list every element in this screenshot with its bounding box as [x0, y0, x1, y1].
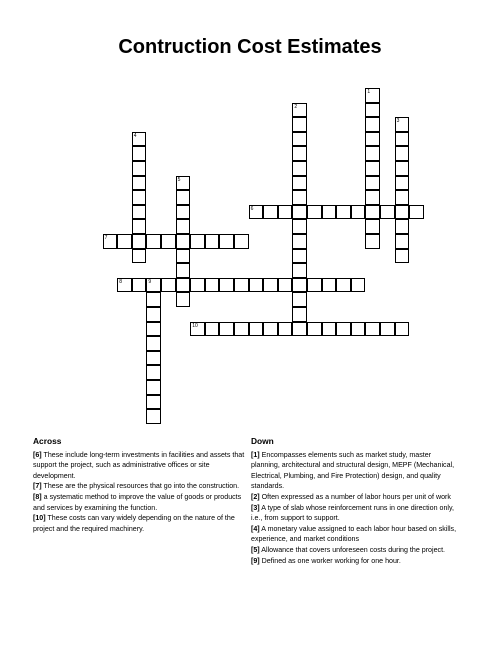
clue-number: [6] — [33, 450, 42, 459]
grid-cell[interactable] — [409, 205, 424, 220]
grid-cell[interactable] — [365, 161, 380, 176]
grid-cell[interactable] — [176, 190, 191, 205]
grid-cell[interactable] — [336, 205, 351, 220]
grid-cell[interactable] — [292, 249, 307, 264]
grid-cell[interactable] — [351, 205, 366, 220]
grid-cell[interactable] — [146, 278, 161, 293]
grid-cell[interactable] — [322, 205, 337, 220]
grid-cell[interactable] — [292, 234, 307, 249]
grid-cell[interactable] — [117, 278, 132, 293]
clue-number: [9] — [251, 556, 260, 565]
across-heading: Across — [33, 436, 62, 446]
clue-down-2 — [251, 492, 461, 503]
grid-cell[interactable] — [205, 278, 220, 293]
grid-cell[interactable] — [365, 132, 380, 147]
grid-cell[interactable] — [292, 103, 307, 118]
grid-cell[interactable] — [219, 234, 234, 249]
clue-text: A monetary value assigned to each labor hour based on skills, experience, and market conditions — [251, 524, 457, 544]
clue-text: Allowance that covers unforeseen costs during the project. — [261, 545, 446, 554]
grid-cell[interactable] — [176, 176, 191, 191]
grid-cell[interactable] — [205, 234, 220, 249]
grid-cell[interactable] — [307, 205, 322, 220]
grid-cell[interactable] — [292, 322, 307, 337]
clue-number-label: 10 — [192, 322, 198, 329]
down-heading: Down — [251, 436, 274, 446]
grid-cell[interactable] — [351, 322, 366, 337]
grid-cell[interactable] — [132, 161, 147, 176]
grid-cell[interactable] — [176, 219, 191, 234]
clue-number: [10] — [33, 514, 46, 523]
across-clues — [33, 436, 249, 534]
grid-cell[interactable] — [395, 322, 410, 337]
grid-cell[interactable] — [176, 278, 191, 293]
clue-number-label: 8 — [119, 278, 122, 285]
grid-cell[interactable] — [132, 249, 147, 264]
clue-number: [8] — [33, 492, 42, 501]
grid-cell[interactable] — [395, 219, 410, 234]
grid-cell[interactable] — [146, 351, 161, 366]
grid-cell[interactable] — [161, 278, 176, 293]
grid-cell[interactable] — [395, 117, 410, 132]
grid-cell[interactable] — [395, 146, 410, 161]
grid-cell[interactable] — [395, 205, 410, 220]
grid-cell[interactable] — [249, 278, 264, 293]
grid-cell[interactable] — [234, 322, 249, 337]
grid-cell[interactable] — [263, 322, 278, 337]
grid-cell[interactable] — [395, 249, 410, 264]
grid-cell[interactable] — [365, 103, 380, 118]
grid-cell[interactable] — [103, 234, 118, 249]
grid-cell[interactable] — [395, 234, 410, 249]
grid-cell[interactable] — [278, 205, 293, 220]
grid-cell[interactable] — [292, 146, 307, 161]
clue-number-label: 7 — [104, 235, 108, 241]
grid-cell[interactable] — [132, 176, 147, 191]
grid-cell[interactable] — [161, 234, 176, 249]
clue-number: [5] — [251, 545, 260, 554]
grid-cell[interactable] — [322, 278, 337, 293]
clue-across-7 — [33, 481, 249, 492]
grid-cell[interactable] — [146, 409, 161, 424]
clue-text: These include long-term investments in facilities and assets that support the project, such as administrative offices or site development. — [33, 450, 245, 480]
grid-cell[interactable] — [292, 176, 307, 191]
grid-cell[interactable] — [292, 292, 307, 307]
grid-cell[interactable] — [234, 278, 249, 293]
clue-down-3 — [251, 503, 461, 524]
grid-cell[interactable] — [365, 219, 380, 234]
grid-cell[interactable] — [380, 205, 395, 220]
grid-cell[interactable] — [176, 263, 191, 278]
grid-cell[interactable] — [146, 234, 161, 249]
grid-cell[interactable] — [146, 336, 161, 351]
grid-cell[interactable] — [205, 322, 220, 337]
grid-cell[interactable] — [365, 322, 380, 337]
clue-text: Defined as one worker working for one hour. — [261, 556, 401, 565]
clue-down-1 — [251, 450, 461, 492]
grid-cell[interactable] — [219, 278, 234, 293]
grid-cell[interactable] — [146, 365, 161, 380]
grid-cell[interactable] — [146, 380, 161, 395]
clue-number: [3] — [251, 503, 260, 512]
grid-cell[interactable] — [395, 132, 410, 147]
clue-number-label: 6 — [250, 205, 254, 212]
puzzle-title: Contruction Cost Estimates — [118, 36, 382, 58]
grid-cell[interactable] — [292, 132, 307, 147]
clue-text: These are the physical resources that go into the construction. — [43, 482, 240, 491]
clue-text: These costs can vary widely depending on the nature of the project and the required machinery. — [33, 514, 235, 533]
grid-cell[interactable] — [249, 322, 264, 337]
clue-across-8 — [33, 492, 249, 513]
clue-text: A type of slab whose reinforcement runs in one direction only, i.e., from support to support. — [251, 503, 454, 523]
grid-cell[interactable] — [395, 190, 410, 205]
grid-cell[interactable] — [249, 205, 264, 220]
grid-cell[interactable] — [176, 292, 191, 307]
grid-cell[interactable] — [351, 278, 366, 293]
clue-number: [1] — [251, 450, 260, 459]
clue-down-4 — [251, 524, 461, 545]
grid-cell[interactable] — [292, 278, 307, 293]
grid-cell[interactable] — [146, 395, 161, 410]
grid-cell[interactable] — [146, 292, 161, 307]
grid-cell[interactable] — [292, 219, 307, 234]
grid-cell[interactable] — [190, 234, 205, 249]
grid-cell[interactable] — [132, 205, 147, 220]
grid-cell[interactable] — [263, 205, 278, 220]
grid-cell[interactable] — [278, 322, 293, 337]
clue-down-9 — [251, 556, 461, 567]
grid-cell[interactable] — [190, 322, 205, 337]
grid-cell[interactable] — [132, 278, 147, 293]
grid-cell[interactable] — [292, 307, 307, 322]
clue-number-label: 3 — [396, 118, 400, 125]
clue-number-label: 9 — [148, 278, 152, 285]
grid-cell[interactable] — [336, 278, 351, 293]
grid-cell[interactable] — [365, 234, 380, 249]
grid-cell[interactable] — [307, 278, 322, 293]
grid-cell[interactable] — [219, 322, 234, 337]
grid-cell[interactable] — [146, 307, 161, 322]
grid-cell[interactable] — [307, 322, 322, 337]
grid-cell[interactable] — [395, 176, 410, 191]
grid-cell[interactable] — [190, 278, 205, 293]
grid-cell[interactable] — [292, 205, 307, 220]
grid-cell[interactable] — [365, 117, 380, 132]
grid-cell[interactable] — [132, 132, 147, 147]
grid-cell[interactable] — [234, 234, 249, 249]
clue-number-label: 2 — [294, 103, 298, 110]
clue-across-6 — [33, 450, 249, 482]
clue-text: Encompasses elements such as market study, master planning, architectural and structural design, MEPF (Mechanical, Electrical, Plumbing, and Fire Protection) design, and quality standards. — [251, 450, 455, 491]
clue-across-10 — [33, 513, 249, 534]
grid-cell[interactable] — [365, 176, 380, 191]
grid-cell[interactable] — [322, 322, 337, 337]
grid-cell[interactable] — [365, 190, 380, 205]
grid-cell[interactable] — [117, 234, 132, 249]
grid-cell[interactable] — [292, 190, 307, 205]
grid-cell[interactable] — [336, 322, 351, 337]
clue-down-5 — [251, 545, 461, 556]
clue-text: Often expressed as a number of labor hours per unit of work — [261, 492, 451, 501]
grid-cell[interactable] — [365, 88, 380, 103]
clue-text: a systematic method to improve the value of goods or products and services by examining the function. — [33, 492, 242, 512]
grid-cell[interactable] — [292, 263, 307, 278]
clue-number: [7] — [33, 482, 42, 491]
clue-number: [4] — [251, 524, 260, 533]
grid-cell[interactable] — [292, 161, 307, 176]
grid-cell[interactable] — [278, 278, 293, 293]
grid-cell[interactable] — [132, 190, 147, 205]
clue-number-label: 1 — [367, 89, 371, 95]
grid-cell[interactable] — [292, 117, 307, 132]
grid-cell[interactable] — [380, 322, 395, 337]
grid-cell[interactable] — [395, 161, 410, 176]
grid-cell[interactable] — [146, 322, 161, 337]
clue-number: [2] — [251, 492, 260, 501]
clue-number-label: 4 — [133, 132, 137, 139]
grid-cell[interactable] — [176, 249, 191, 264]
grid-cell[interactable] — [365, 205, 380, 220]
grid-cell[interactable] — [132, 234, 147, 249]
clue-number-label: 5 — [177, 176, 181, 183]
grid-cell[interactable] — [132, 219, 147, 234]
grid-cell[interactable] — [176, 234, 191, 249]
grid-cell[interactable] — [263, 278, 278, 293]
grid-cell[interactable] — [176, 205, 191, 220]
grid-cell[interactable] — [132, 146, 147, 161]
grid-cell[interactable] — [365, 146, 380, 161]
down-clues — [251, 436, 461, 566]
